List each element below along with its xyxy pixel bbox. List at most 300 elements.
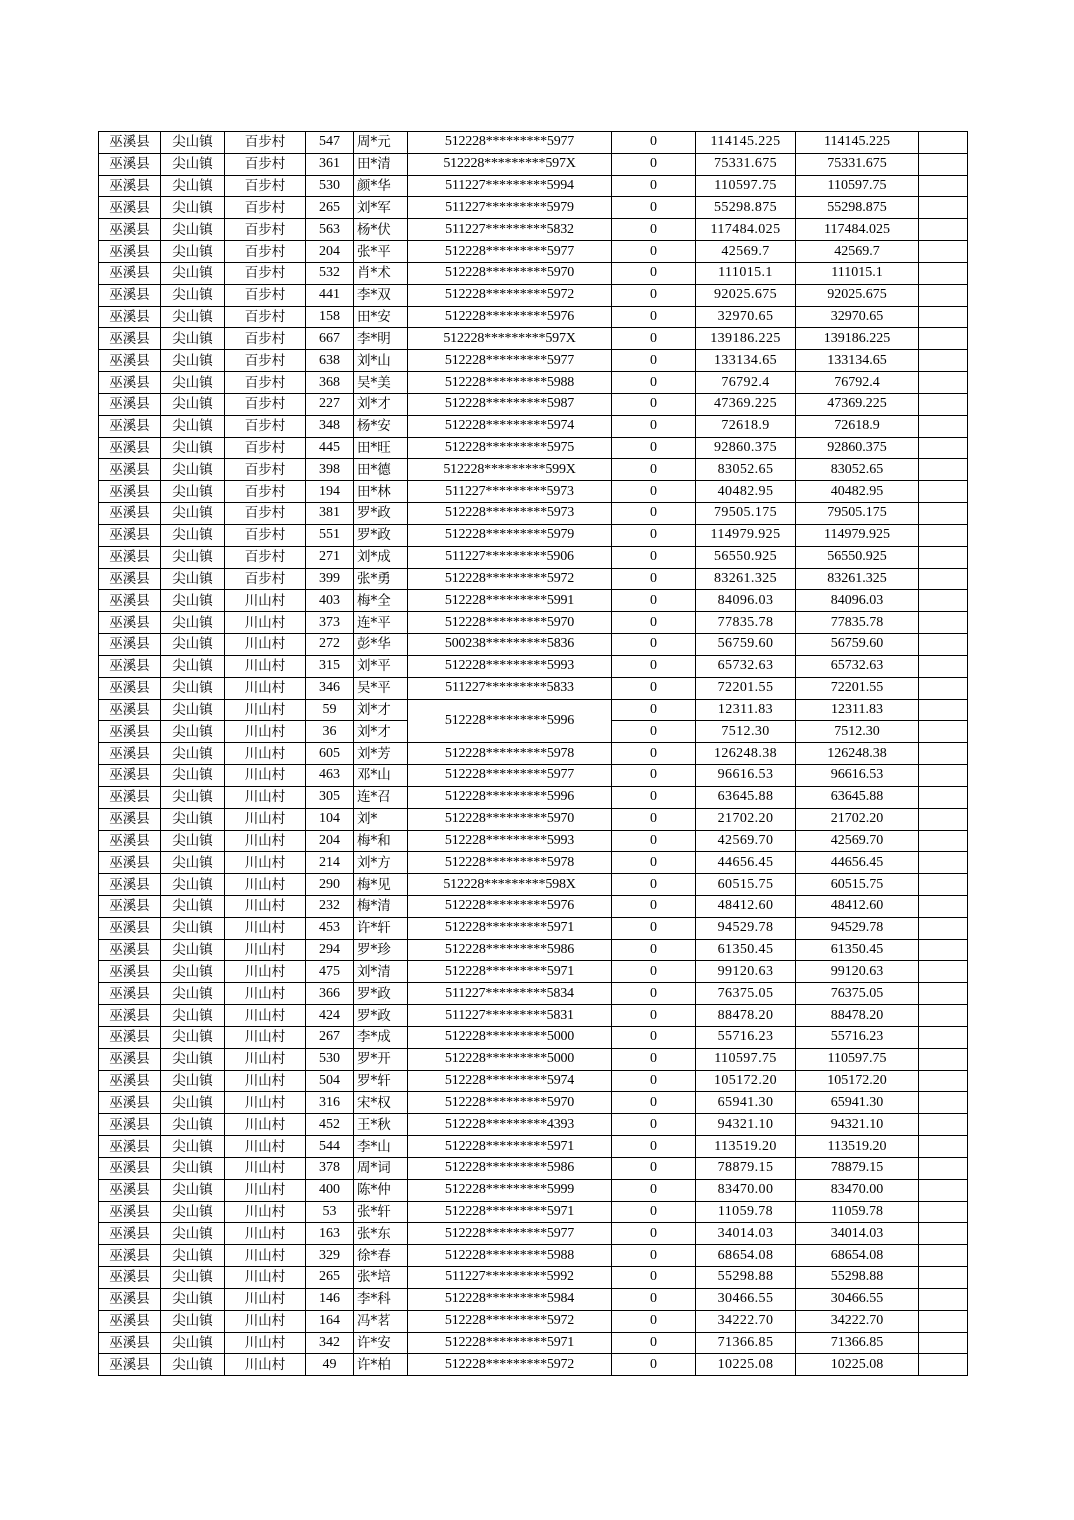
- town-cell: 尖山镇: [161, 1267, 225, 1289]
- area-cell: 424: [306, 1005, 354, 1027]
- name-cell: 张*勇: [354, 568, 408, 590]
- town-cell: 尖山镇: [161, 786, 225, 808]
- zero-cell: 0: [612, 175, 696, 197]
- county-cell: 巫溪县: [99, 1310, 161, 1332]
- table-row: [99, 241, 968, 263]
- county-cell: 巫溪县: [99, 284, 161, 306]
- village-cell: 百步村: [225, 132, 306, 154]
- village-cell: 川山村: [225, 699, 306, 721]
- village-cell: 百步村: [225, 262, 306, 284]
- amount-cell: 126248.38: [696, 743, 796, 765]
- table-row: [99, 1267, 968, 1289]
- zero-cell: 0: [612, 328, 696, 350]
- county-cell: 巫溪县: [99, 197, 161, 219]
- amount-cell: 42569.7: [696, 241, 796, 263]
- table-row: [99, 1201, 968, 1223]
- table-row: [99, 568, 968, 590]
- amount-cell: 96616.53: [696, 765, 796, 787]
- village-cell: 百步村: [225, 306, 306, 328]
- table-row: [99, 459, 968, 481]
- note-cell: [919, 219, 968, 241]
- total-cell: 12311.83: [796, 699, 919, 721]
- total-cell: 42569.70: [796, 830, 919, 852]
- zero-cell: 0: [612, 372, 696, 394]
- table-row: [99, 1332, 968, 1354]
- area-cell: 667: [306, 328, 354, 350]
- zero-cell: 0: [612, 1267, 696, 1289]
- total-cell: 77835.78: [796, 612, 919, 634]
- village-cell: 百步村: [225, 284, 306, 306]
- town-cell: 尖山镇: [161, 1179, 225, 1201]
- zero-cell: 0: [612, 393, 696, 415]
- village-cell: 川山村: [225, 1288, 306, 1310]
- name-cell: 陈*仲: [354, 1179, 408, 1201]
- town-cell: 尖山镇: [161, 1114, 225, 1136]
- table-row: [99, 808, 968, 830]
- zero-cell: 0: [612, 241, 696, 263]
- id-cell: 512228*********5974: [408, 415, 612, 437]
- amount-cell: 12311.83: [696, 699, 796, 721]
- town-cell: 尖山镇: [161, 983, 225, 1005]
- zero-cell: 0: [612, 1005, 696, 1027]
- amount-cell: 84096.03: [696, 590, 796, 612]
- total-cell: 99120.63: [796, 961, 919, 983]
- village-cell: 百步村: [225, 546, 306, 568]
- total-cell: 65941.30: [796, 1092, 919, 1114]
- total-cell: 94529.78: [796, 917, 919, 939]
- id-cell: 512228*********5986: [408, 939, 612, 961]
- total-cell: 40482.95: [796, 481, 919, 503]
- village-cell: 川山村: [225, 1179, 306, 1201]
- county-cell: 巫溪县: [99, 634, 161, 656]
- area-cell: 49: [306, 1354, 354, 1376]
- county-cell: 巫溪县: [99, 612, 161, 634]
- county-cell: 巫溪县: [99, 393, 161, 415]
- county-cell: 巫溪县: [99, 699, 161, 721]
- county-cell: 巫溪县: [99, 1136, 161, 1158]
- village-cell: 川山村: [225, 590, 306, 612]
- zero-cell: 0: [612, 262, 696, 284]
- amount-cell: 105172.20: [696, 1070, 796, 1092]
- name-cell: 梅*全: [354, 590, 408, 612]
- table-row: [99, 328, 968, 350]
- table-row: [99, 175, 968, 197]
- total-cell: 63645.88: [796, 786, 919, 808]
- table-row: [99, 197, 968, 219]
- note-cell: [919, 1267, 968, 1289]
- town-cell: 尖山镇: [161, 153, 225, 175]
- village-cell: 川山村: [225, 765, 306, 787]
- total-cell: 71366.85: [796, 1332, 919, 1354]
- village-cell: 川山村: [225, 634, 306, 656]
- area-cell: 265: [306, 1267, 354, 1289]
- table-row: [99, 939, 968, 961]
- county-cell: 巫溪县: [99, 939, 161, 961]
- total-cell: 21702.20: [796, 808, 919, 830]
- zero-cell: 0: [612, 1179, 696, 1201]
- area-cell: 530: [306, 175, 354, 197]
- area-cell: 164: [306, 1310, 354, 1332]
- town-cell: 尖山镇: [161, 1092, 225, 1114]
- id-cell: 512228*********5986: [408, 1157, 612, 1179]
- note-cell: [919, 1179, 968, 1201]
- area-cell: 366: [306, 983, 354, 1005]
- total-cell: 75331.675: [796, 153, 919, 175]
- county-cell: 巫溪县: [99, 459, 161, 481]
- id-cell: 512228*********5978: [408, 852, 612, 874]
- village-cell: 川山村: [225, 874, 306, 896]
- name-cell: 王*秋: [354, 1114, 408, 1136]
- area-cell: 53: [306, 1201, 354, 1223]
- data-table: [98, 131, 968, 1376]
- id-cell: 512228*********5993: [408, 655, 612, 677]
- table-row: [99, 1005, 968, 1027]
- table-row: [99, 393, 968, 415]
- amount-cell: 63645.88: [696, 786, 796, 808]
- amount-cell: 75331.675: [696, 153, 796, 175]
- note-cell: [919, 1245, 968, 1267]
- name-cell: 梅*见: [354, 874, 408, 896]
- town-cell: 尖山镇: [161, 874, 225, 896]
- total-cell: 88478.20: [796, 1005, 919, 1027]
- county-cell: 巫溪县: [99, 1179, 161, 1201]
- amount-cell: 21702.20: [696, 808, 796, 830]
- amount-cell: 79505.175: [696, 503, 796, 525]
- county-cell: 巫溪县: [99, 1005, 161, 1027]
- name-cell: 罗*珍: [354, 939, 408, 961]
- id-cell: 511227*********5831: [408, 1005, 612, 1027]
- name-cell: 罗*政: [354, 503, 408, 525]
- county-cell: 巫溪县: [99, 895, 161, 917]
- area-cell: 398: [306, 459, 354, 481]
- zero-cell: 0: [612, 983, 696, 1005]
- village-cell: 百步村: [225, 328, 306, 350]
- id-cell: 512228*********5987: [408, 393, 612, 415]
- county-cell: 巫溪县: [99, 153, 161, 175]
- total-cell: 113519.20: [796, 1136, 919, 1158]
- area-cell: 294: [306, 939, 354, 961]
- amount-cell: 92860.375: [696, 437, 796, 459]
- id-cell: 512228*********597X: [408, 153, 612, 175]
- total-cell: 55298.875: [796, 197, 919, 219]
- village-cell: 川山村: [225, 1223, 306, 1245]
- table-row: [99, 1114, 968, 1136]
- total-cell: 48412.60: [796, 895, 919, 917]
- total-cell: 10225.08: [796, 1354, 919, 1376]
- amount-cell: 111015.1: [696, 262, 796, 284]
- county-cell: 巫溪县: [99, 830, 161, 852]
- zero-cell: 0: [612, 1201, 696, 1223]
- village-cell: 川山村: [225, 721, 306, 743]
- id-cell: 512228*********5976: [408, 306, 612, 328]
- village-cell: 川山村: [225, 612, 306, 634]
- village-cell: 百步村: [225, 241, 306, 263]
- note-cell: [919, 874, 968, 896]
- note-cell: [919, 1136, 968, 1158]
- town-cell: 尖山镇: [161, 1354, 225, 1376]
- area-cell: 373: [306, 612, 354, 634]
- town-cell: 尖山镇: [161, 132, 225, 154]
- table-row: [99, 1223, 968, 1245]
- zero-cell: 0: [612, 306, 696, 328]
- name-cell: 周*元: [354, 132, 408, 154]
- table-row: [99, 917, 968, 939]
- area-cell: 532: [306, 262, 354, 284]
- total-cell: 139186.225: [796, 328, 919, 350]
- amount-cell: 40482.95: [696, 481, 796, 503]
- zero-cell: 0: [612, 1310, 696, 1332]
- county-cell: 巫溪县: [99, 808, 161, 830]
- amount-cell: 139186.225: [696, 328, 796, 350]
- village-cell: 百步村: [225, 372, 306, 394]
- area-cell: 329: [306, 1245, 354, 1267]
- table-row: [99, 1092, 968, 1114]
- amount-cell: 11059.78: [696, 1201, 796, 1223]
- county-cell: 巫溪县: [99, 350, 161, 372]
- village-cell: 百步村: [225, 175, 306, 197]
- id-cell: 512228*********5996: [408, 786, 612, 808]
- note-cell: [919, 1310, 968, 1332]
- table-body: [99, 132, 968, 1376]
- zero-cell: 0: [612, 284, 696, 306]
- town-cell: 尖山镇: [161, 1310, 225, 1332]
- town-cell: 尖山镇: [161, 437, 225, 459]
- village-cell: 川山村: [225, 1354, 306, 1376]
- id-cell: 511227*********5834: [408, 983, 612, 1005]
- note-cell: [919, 1026, 968, 1048]
- note-cell: [919, 1114, 968, 1136]
- id-cell: 512228*********5974: [408, 1070, 612, 1092]
- county-cell: 巫溪县: [99, 132, 161, 154]
- table-row: [99, 546, 968, 568]
- name-cell: 邓*山: [354, 765, 408, 787]
- area-cell: 475: [306, 961, 354, 983]
- county-cell: 巫溪县: [99, 655, 161, 677]
- village-cell: 百步村: [225, 350, 306, 372]
- amount-cell: 32970.65: [696, 306, 796, 328]
- total-cell: 84096.03: [796, 590, 919, 612]
- note-cell: [919, 765, 968, 787]
- amount-cell: 117484.025: [696, 219, 796, 241]
- area-cell: 232: [306, 895, 354, 917]
- id-cell: 512228*********5972: [408, 568, 612, 590]
- zero-cell: 0: [612, 830, 696, 852]
- county-cell: 巫溪县: [99, 961, 161, 983]
- name-cell: 杨*伏: [354, 219, 408, 241]
- id-cell: 512228*********5977: [408, 350, 612, 372]
- total-cell: 76375.05: [796, 983, 919, 1005]
- town-cell: 尖山镇: [161, 262, 225, 284]
- village-cell: 川山村: [225, 1070, 306, 1092]
- village-cell: 百步村: [225, 437, 306, 459]
- village-cell: 川山村: [225, 1201, 306, 1223]
- name-cell: 张*东: [354, 1223, 408, 1245]
- id-cell: 511227*********5994: [408, 175, 612, 197]
- total-cell: 110597.75: [796, 1048, 919, 1070]
- zero-cell: 0: [612, 874, 696, 896]
- total-cell: 47369.225: [796, 393, 919, 415]
- zero-cell: 0: [612, 437, 696, 459]
- total-cell: 110597.75: [796, 175, 919, 197]
- zero-cell: 0: [612, 808, 696, 830]
- total-cell: 65732.63: [796, 655, 919, 677]
- zero-cell: 0: [612, 1288, 696, 1310]
- name-cell: 吴*美: [354, 372, 408, 394]
- village-cell: 川山村: [225, 1245, 306, 1267]
- county-cell: 巫溪县: [99, 677, 161, 699]
- town-cell: 尖山镇: [161, 1026, 225, 1048]
- village-cell: 百步村: [225, 524, 306, 546]
- note-cell: [919, 786, 968, 808]
- id-cell: 512228*********5971: [408, 917, 612, 939]
- note-cell: [919, 197, 968, 219]
- town-cell: 尖山镇: [161, 328, 225, 350]
- total-cell: 92860.375: [796, 437, 919, 459]
- name-cell: 田*安: [354, 306, 408, 328]
- note-cell: [919, 612, 968, 634]
- town-cell: 尖山镇: [161, 503, 225, 525]
- town-cell: 尖山镇: [161, 721, 225, 743]
- table-row: [99, 306, 968, 328]
- note-cell: [919, 1354, 968, 1376]
- total-cell: 83261.325: [796, 568, 919, 590]
- total-cell: 44656.45: [796, 852, 919, 874]
- note-cell: [919, 1157, 968, 1179]
- amount-cell: 48412.60: [696, 895, 796, 917]
- area-cell: 194: [306, 481, 354, 503]
- total-cell: 78879.15: [796, 1157, 919, 1179]
- town-cell: 尖山镇: [161, 219, 225, 241]
- id-cell: 512228*********5970: [408, 262, 612, 284]
- village-cell: 百步村: [225, 568, 306, 590]
- town-cell: 尖山镇: [161, 1070, 225, 1092]
- area-cell: 504: [306, 1070, 354, 1092]
- village-cell: 川山村: [225, 1048, 306, 1070]
- area-cell: 378: [306, 1157, 354, 1179]
- area-cell: 315: [306, 655, 354, 677]
- area-cell: 267: [306, 1026, 354, 1048]
- village-cell: 川山村: [225, 1267, 306, 1289]
- note-cell: [919, 677, 968, 699]
- area-cell: 346: [306, 677, 354, 699]
- table-row: [99, 612, 968, 634]
- amount-cell: 72618.9: [696, 415, 796, 437]
- total-cell: 42569.7: [796, 241, 919, 263]
- id-cell: 512228*********5977: [408, 132, 612, 154]
- note-cell: [919, 459, 968, 481]
- total-cell: 79505.175: [796, 503, 919, 525]
- amount-cell: 133134.65: [696, 350, 796, 372]
- village-cell: 川山村: [225, 983, 306, 1005]
- total-cell: 83470.00: [796, 1179, 919, 1201]
- id-cell: 511227*********5979: [408, 197, 612, 219]
- id-cell: 511227*********5973: [408, 481, 612, 503]
- area-cell: 452: [306, 1114, 354, 1136]
- note-cell: [919, 1092, 968, 1114]
- name-cell: 刘*山: [354, 350, 408, 372]
- town-cell: 尖山镇: [161, 939, 225, 961]
- town-cell: 尖山镇: [161, 1223, 225, 1245]
- village-cell: 川山村: [225, 917, 306, 939]
- note-cell: [919, 415, 968, 437]
- note-cell: [919, 437, 968, 459]
- table-row: [99, 590, 968, 612]
- amount-cell: 60515.75: [696, 874, 796, 896]
- id-cell: 512228*********5000: [408, 1026, 612, 1048]
- town-cell: 尖山镇: [161, 459, 225, 481]
- note-cell: [919, 917, 968, 939]
- county-cell: 巫溪县: [99, 852, 161, 874]
- zero-cell: 0: [612, 415, 696, 437]
- name-cell: 彭*华: [354, 634, 408, 656]
- name-cell: 罗*政: [354, 1005, 408, 1027]
- zero-cell: 0: [612, 939, 696, 961]
- id-cell: 512228*********5972: [408, 1310, 612, 1332]
- zero-cell: 0: [612, 1136, 696, 1158]
- id-cell: 512228*********5971: [408, 1201, 612, 1223]
- zero-cell: 0: [612, 1114, 696, 1136]
- area-cell: 265: [306, 197, 354, 219]
- amount-cell: 68654.08: [696, 1245, 796, 1267]
- area-cell: 214: [306, 852, 354, 874]
- id-cell: 512228*********5971: [408, 1332, 612, 1354]
- id-cell: 512228*********5991: [408, 590, 612, 612]
- county-cell: 巫溪县: [99, 874, 161, 896]
- name-cell: 田*德: [354, 459, 408, 481]
- name-cell: 连*平: [354, 612, 408, 634]
- area-cell: 305: [306, 786, 354, 808]
- amount-cell: 78879.15: [696, 1157, 796, 1179]
- county-cell: 巫溪县: [99, 983, 161, 1005]
- id-cell: 511227*********5832: [408, 219, 612, 241]
- amount-cell: 65941.30: [696, 1092, 796, 1114]
- zero-cell: 0: [612, 612, 696, 634]
- name-cell: 杨*安: [354, 415, 408, 437]
- table-row: [99, 1179, 968, 1201]
- name-cell: 宋*权: [354, 1092, 408, 1114]
- area-cell: 399: [306, 568, 354, 590]
- table-row: [99, 350, 968, 372]
- name-cell: 刘*才: [354, 699, 408, 721]
- name-cell: 刘*军: [354, 197, 408, 219]
- total-cell: 56550.925: [796, 546, 919, 568]
- town-cell: 尖山镇: [161, 524, 225, 546]
- note-cell: [919, 262, 968, 284]
- area-cell: 453: [306, 917, 354, 939]
- area-cell: 204: [306, 241, 354, 263]
- id-cell: 512228*********5971: [408, 961, 612, 983]
- town-cell: 尖山镇: [161, 1332, 225, 1354]
- total-cell: 68654.08: [796, 1245, 919, 1267]
- town-cell: 尖山镇: [161, 1136, 225, 1158]
- table-row: [99, 655, 968, 677]
- zero-cell: 0: [612, 524, 696, 546]
- village-cell: 川山村: [225, 830, 306, 852]
- zero-cell: 0: [612, 481, 696, 503]
- area-cell: 441: [306, 284, 354, 306]
- name-cell: 刘*成: [354, 546, 408, 568]
- name-cell: 田*林: [354, 481, 408, 503]
- name-cell: 许*柏: [354, 1354, 408, 1376]
- name-cell: 刘*才: [354, 721, 408, 743]
- town-cell: 尖山镇: [161, 1005, 225, 1027]
- note-cell: [919, 983, 968, 1005]
- id-cell: 500238*********5836: [408, 634, 612, 656]
- village-cell: 百步村: [225, 481, 306, 503]
- name-cell: 吴*平: [354, 677, 408, 699]
- note-cell: [919, 939, 968, 961]
- table-row: [99, 1354, 968, 1376]
